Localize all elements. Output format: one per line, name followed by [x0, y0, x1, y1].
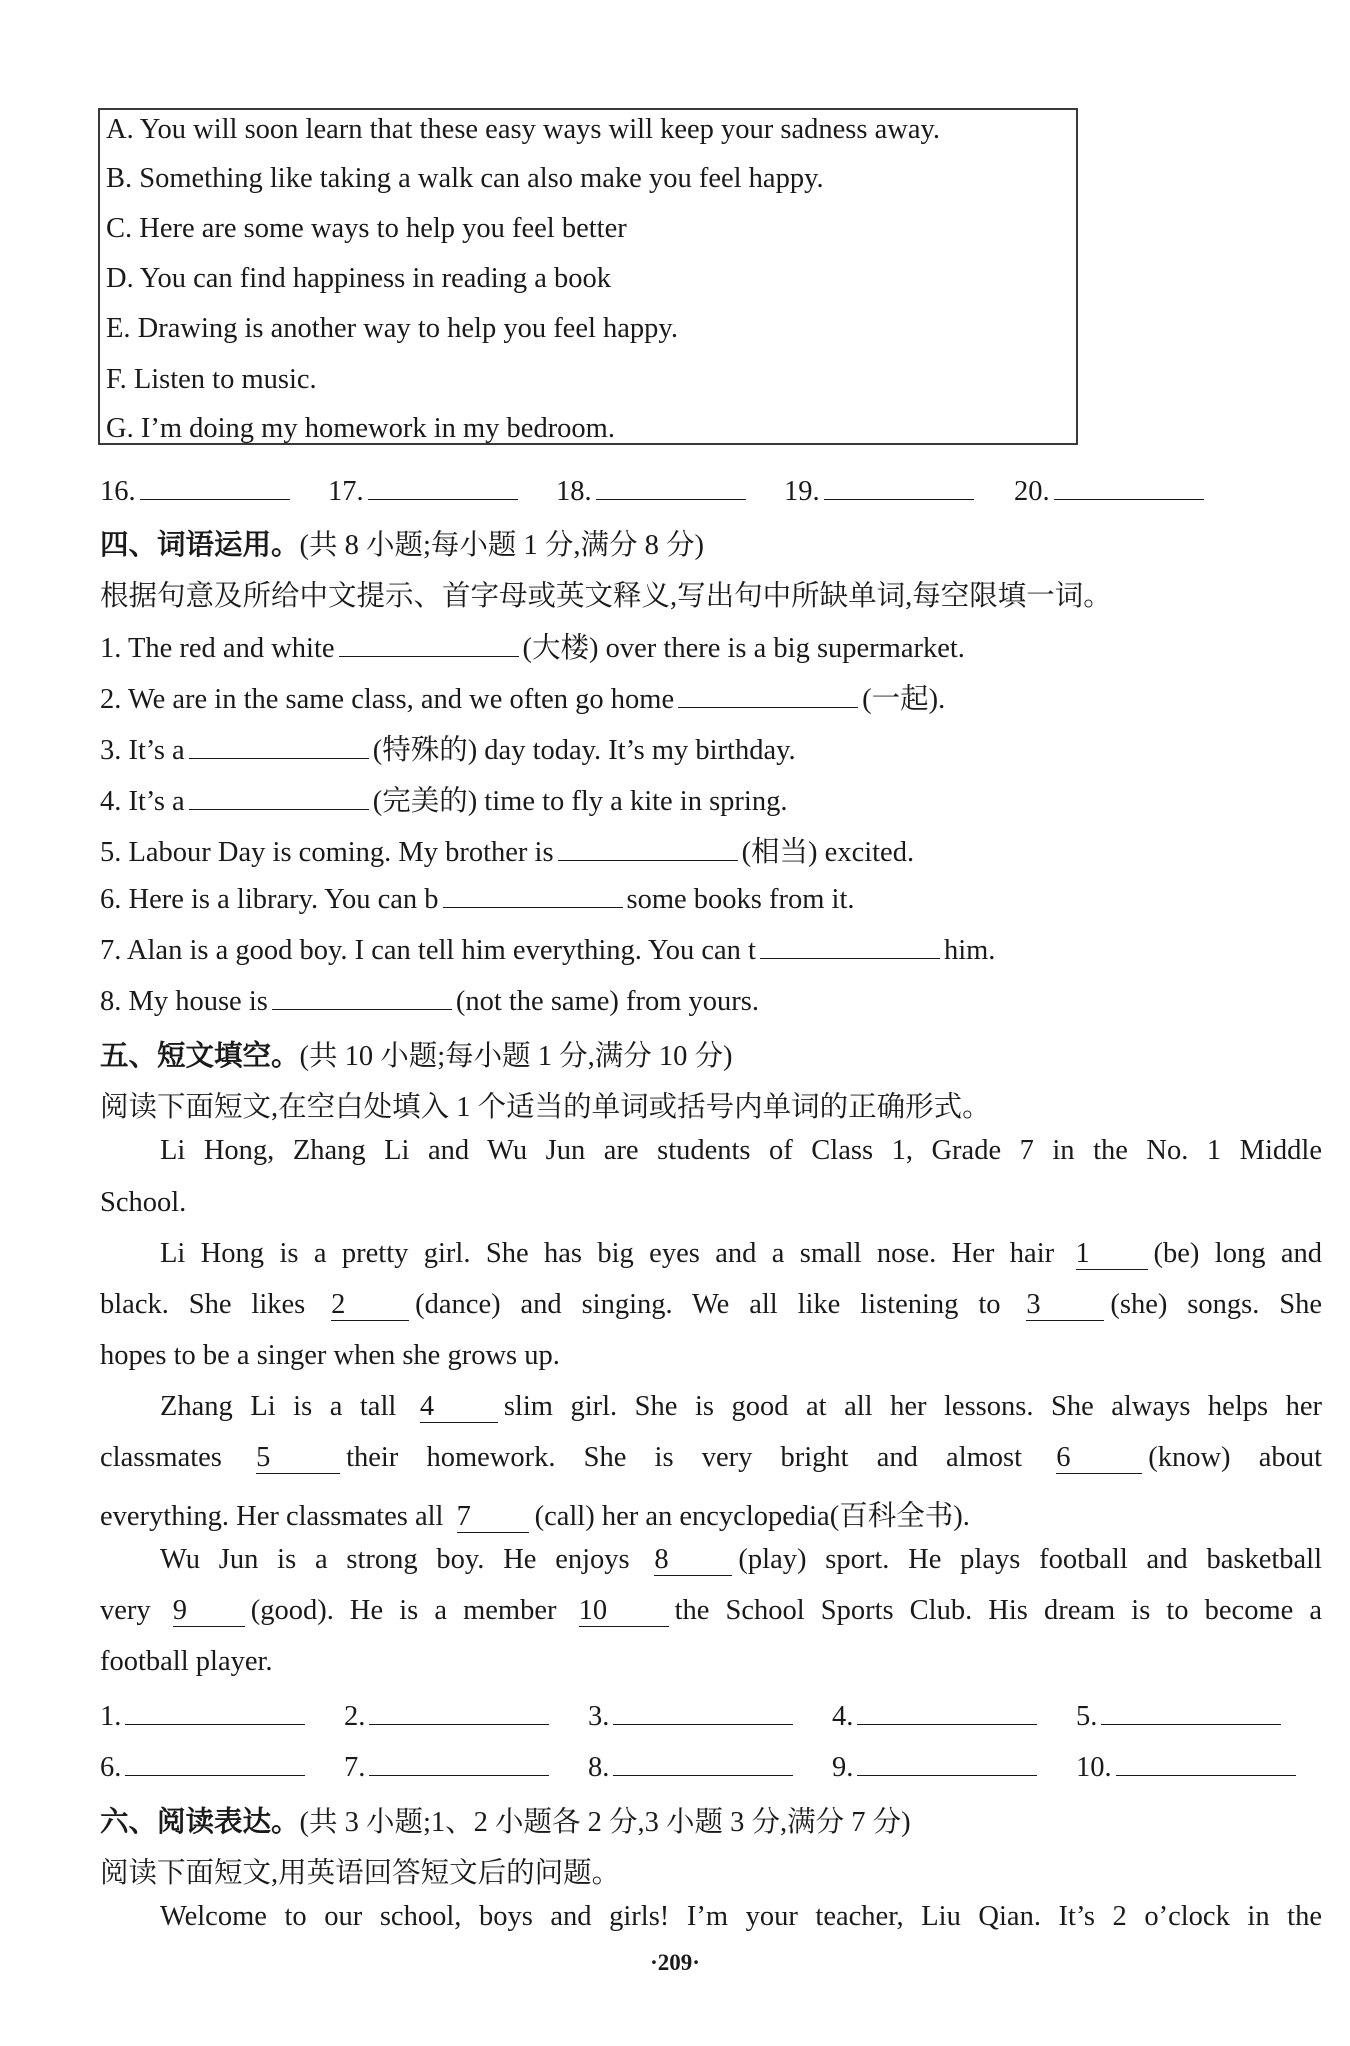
passage-line: football player. [100, 1646, 273, 1677]
vocab-blank[interactable] [558, 833, 738, 861]
answer-blank[interactable] [596, 472, 746, 500]
answer-8: 8. [588, 1748, 797, 1784]
answer-9: 9. [832, 1748, 1041, 1784]
passage-line: hopes to be a singer when she grows up. [100, 1340, 560, 1371]
passage-line: very 9 (good). He is a member 10 the School Sports Club. His dream is to become a [100, 1595, 1323, 1626]
gap-10[interactable]: 10 [579, 1597, 669, 1627]
vocab-item-7: 7. Alan is a good boy. I can tell him everything. You can t him. [100, 931, 995, 967]
answer-blank[interactable] [369, 1697, 549, 1725]
passage-line: Zhang Li is a tall 4 slim girl. She is good at all her lessons. She always helps her [160, 1391, 1323, 1422]
passage-line: Li Hong, Zhang Li and Wu Jun are students of Class 1, Grade 7 in the No. 1 Middle [160, 1135, 1322, 1166]
answer-blank[interactable] [140, 472, 290, 500]
option-c: C. Here are some ways to help you feel better [106, 213, 627, 244]
vocab-item-4: 4. It’s a (完美的) time to fly a kite in spring. [100, 778, 787, 819]
answer-17: 17. [328, 472, 522, 508]
options-box [98, 108, 1078, 445]
option-f: F. Listen to music. [106, 364, 317, 395]
passage-line: black. She likes 2 (dance) and singing. We all like listening to 3 (she) songs. She [100, 1289, 1323, 1320]
gap-3[interactable]: 3 [1026, 1291, 1104, 1321]
answer-blank[interactable] [857, 1748, 1037, 1776]
option-e: E. Drawing is another way to help you feel happy. [106, 313, 678, 344]
page-number: ·209· [650, 1950, 700, 1975]
answer-blank[interactable] [125, 1697, 305, 1725]
passage-line: Wu Jun is a strong boy. He enjoys 8 (play) sport. He plays football and basketball [160, 1544, 1323, 1575]
vocab-blank[interactable] [189, 731, 369, 759]
answer-4: 4. [832, 1697, 1041, 1733]
vocab-item-6: 6. Here is a library. You can b some books from it. [100, 880, 855, 916]
passage-line: classmates 5 their homework. She is very bright and almost 6 (know) about [100, 1442, 1323, 1473]
vocab-blank[interactable] [760, 931, 940, 959]
answer-blank[interactable] [368, 472, 518, 500]
answer-blank[interactable] [1101, 1697, 1281, 1725]
answer-5: 5. [1076, 1697, 1285, 1733]
gap-9[interactable]: 9 [173, 1597, 245, 1627]
passage-line: Li Hong is a pretty girl. She has big eyes and a small nose. Her hair 1 (be) long and [160, 1238, 1323, 1269]
section-6-instruction: 阅读下面短文,用英语回答短文后的问题。 [100, 1858, 621, 1889]
answer-1: 1. [100, 1697, 309, 1733]
answer-3: 3. [588, 1697, 797, 1733]
gap-4[interactable]: 4 [420, 1393, 498, 1423]
option-d: D. You can find happiness in reading a book [106, 263, 612, 294]
vocab-blank[interactable] [339, 629, 519, 657]
section-6-note: (共 3 小题;1、2 小题各 2 分,3 小题 3 分,满分 7 分) [299, 1807, 911, 1838]
option-b: B. Something like taking a walk can also make you feel happy. [106, 163, 824, 194]
section-5-instruction: 阅读下面短文,在空白处填入 1 个适当的单词或括号内单词的正确形式。 [100, 1092, 991, 1123]
section-5-note: (共 10 小题;每小题 1 分,满分 10 分) [299, 1041, 733, 1072]
vocab-blank[interactable] [272, 982, 452, 1010]
vocab-item-8: 8. My house is (not the same) from yours. [100, 982, 759, 1018]
section-5-heading: 五、短文填空。(共 10 小题;每小题 1 分,满分 10 分) [100, 1041, 733, 1072]
answer-blank[interactable] [824, 472, 974, 500]
answer-7: 7. [344, 1748, 553, 1784]
answer-blank[interactable] [613, 1697, 793, 1725]
gap-7[interactable]: 7 [457, 1503, 529, 1533]
answer-blank[interactable] [1054, 472, 1204, 500]
gap-5[interactable]: 5 [256, 1444, 340, 1474]
option-g: G. I’m doing my homework in my bedroom. [106, 413, 615, 444]
vocab-item-3: 3. It’s a (特殊的) day today. It’s my birthday. [100, 727, 796, 768]
gap-8[interactable]: 8 [654, 1546, 732, 1576]
section-6-heading: 六、阅读表达。(共 3 小题;1、2 小题各 2 分,3 小题 3 分,满分 7 分) [100, 1807, 911, 1838]
answer-blank[interactable] [125, 1748, 305, 1776]
answer-18: 18. [556, 472, 750, 508]
vocab-item-1: 1. The red and white (大楼) over there is a big supermarket. [100, 625, 965, 666]
section-4-heading: 四、词语运用。(共 8 小题;每小题 1 分,满分 8 分) [100, 530, 705, 561]
section-4-instruction: 根据句意及所给中文提示、首字母或英文释义,写出句中所缺单词,每空限填一词。 [100, 581, 1112, 612]
answer-16: 16. [100, 472, 294, 508]
vocab-blank[interactable] [189, 782, 369, 810]
section-4-note: (共 8 小题;每小题 1 分,满分 8 分) [299, 530, 705, 561]
passage-line: Welcome to our school, boys and girls! I’m your teacher, Liu Qian. It’s 2 o’clock in the [160, 1901, 1322, 1932]
gap-2[interactable]: 2 [331, 1291, 409, 1321]
vocab-blank[interactable] [443, 880, 623, 908]
answer-19: 19. [784, 472, 978, 508]
answer-20: 20. [1014, 472, 1208, 508]
answer-blank[interactable] [613, 1748, 793, 1776]
vocab-item-5: 5. Labour Day is coming. My brother is (相当) excited. [100, 829, 914, 870]
answer-blank[interactable] [369, 1748, 549, 1776]
answer-2: 2. [344, 1697, 553, 1733]
answer-10: 10. [1076, 1748, 1300, 1784]
answer-6: 6. [100, 1748, 309, 1784]
vocab-blank[interactable] [678, 680, 858, 708]
vocab-item-2: 2. We are in the same class, and we often go home (一起). [100, 676, 945, 717]
passage-line: School. [100, 1187, 187, 1218]
answer-blank[interactable] [857, 1697, 1037, 1725]
answer-blank[interactable] [1116, 1748, 1296, 1776]
passage-line: everything. Her classmates all 7 (call) her an encyclopedia(百科全书). [100, 1501, 970, 1532]
gap-1[interactable]: 1 [1076, 1240, 1148, 1270]
option-a: A. You will soon learn that these easy ways will keep your sadness away. [106, 114, 941, 145]
gap-6[interactable]: 6 [1056, 1444, 1142, 1474]
